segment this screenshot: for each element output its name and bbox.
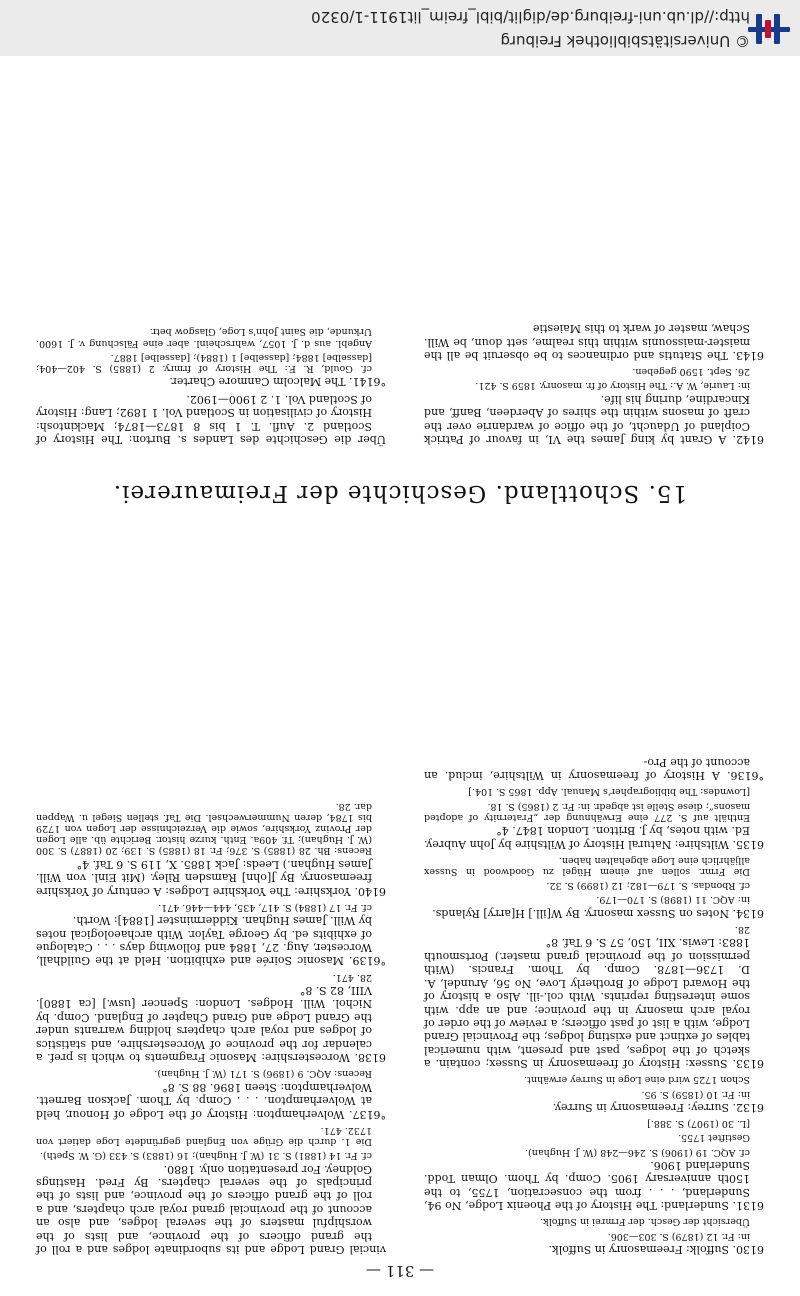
- entry-text: 6140. Yorkshire: The Yorkshire Lodges: A century of Yorkshire freemasonry. By J[ohn] Ramsden Riley. (Mit Einl. von Will. James Hughan.) Leeds: Jack 1885. X, 119 S. 6 Taf. 4°: [36, 857, 386, 898]
- bibliography-entry: [424, 1216, 764, 1256]
- entry-note: in: AQC. 11 (1898) S. 170—179.: [596, 894, 750, 906]
- entry-text: vincial Grand Lodge and its subordinate lodges and a roll of the grand officers of the province, and lists of the worshipful masters of the several lodges, and also an account of the provincial grand royal arch chapters, and a roll of the grand officers of the province, and lists of the principals of the several chapters. By Fred. Hastings Goldney. For presentation only. 1880.: [36, 1162, 386, 1256]
- entry-note: Die 1. durch die Grüge von England gegründete Loge datiert von 1732. 471.: [36, 1124, 372, 1147]
- entry-note: in: Fr. 10 (1859) S. 95.: [641, 1088, 750, 1100]
- bibliography-entry: [36, 902, 386, 968]
- column-left-upper: [424, 751, 764, 1256]
- entry-note: 28.: [734, 924, 750, 936]
- viewer-header-content: [0, 0, 800, 56]
- entry-text: °6136. A History of freemasonry in Wiltshire, includ. an account of the Pro-: [424, 755, 764, 783]
- entry-note: Recens: Bh. 28 (1885) S. 376; Fr. 18 (1885) S. 139; 20 (1887) S. 300 (W. J. Hughan); Tf. 409a. Enth. kurze histor. Berichte üb. alle Logen der Provinz Yorkshire, sowie die Verzeichnisse der Logen von 1729 bis 1784, deren Nummerwechsel. Die Taf. stellen Siegel u. Wappen dar. 28.: [36, 800, 372, 857]
- bibliography-entry: [424, 1118, 764, 1212]
- entry-text: 6138. Worcestershire: Masonic Fragments to which is pref. a calendar for the province of Worcestershire, and statistics of lodges and royal arch chapters holding warrants under the Grand Lodge and Grand Chapter of England. Comp. by Nichol. Will. Hodges. London: Spencer [usw.] [ca 1880]. VIII, 82 S. 8°: [36, 984, 386, 1065]
- bibliography-entry: [424, 924, 764, 1070]
- entry-text: °6141. The Malcolm Canmore Charter.: [169, 375, 386, 389]
- bibliography-entry: [424, 755, 764, 782]
- bibliography-entry: [36, 971, 386, 1064]
- entry-note: cf. Rbondas. S. 179—182; 12 (1899) S. 32.: [546, 880, 750, 892]
- entry-note: cf. Gould, R. F.: The History of frmry. 2 (1885) S. 402—404; [dasselbe] 1884; [dasselbe] 1 (1884); [dasselbe] 1887.: [36, 351, 372, 374]
- bibliography-entry: [36, 1125, 386, 1256]
- bibliography-entry: [424, 786, 764, 850]
- entry-note: Recens: AQC. 9 (1896) S. 171 (W. J. Hughan).: [154, 1068, 372, 1080]
- bibliography-entry: [424, 322, 764, 362]
- entry-note: Übersicht der Gesch. der Frmrei in Suffolk.: [540, 1216, 750, 1228]
- bibliography-entry: [424, 855, 764, 920]
- entry-note: cf. Fr. 14 (1881) S. 31 (W. J. Hughan); 16 (1883) S. 433 (G. W. Speth).: [39, 1150, 372, 1162]
- bibliography-entry: [36, 392, 386, 446]
- entry-note: 26. Sept. 1590 gegeben.: [632, 366, 750, 378]
- entry-note: cf. Fr. 17 (1884) S. 417, 435, 444—446. 471.: [158, 901, 372, 913]
- entry-text: 6130. Suffolk: Freemasonry in Suffolk.: [548, 1243, 764, 1256]
- entry-text: 6133. Sussex: History of freemasonry in Sussex; contain. a sketch of the lodges, past and present, with numerical tables of extinct and existing lodges; the Provincial Grand Lodge, with a list of past officers; a review of the order of royal arch masonry in the province; and an app. with some interesting reprints. With col.-ill. Also a history of the Howard Lodge of Brotherly Love, No 56, Arundel, A. D. 1736—1878. Comp. by Thom. Francis. (With permission of the provincial grand master.) Portsmouth 1883: Lewis. XII, 150, 57 S. 6 Taf. 8°: [424, 936, 764, 1071]
- copyright-notice: © Universitätsbibliothek Freiburg: [500, 32, 750, 50]
- entry-text: °6137. Wolverhampton: History of the Lodge of Honour, held at Wolverhampton. . . . Comp. by Thom. Jackson Barnett. Wolverhampton: Steen 1896. 88 S. 8°: [36, 1080, 386, 1121]
- permalink-url[interactable]: http://dl.ub.uni-freiburg.de/diglit/bibl_freim_lit1911-1/0320: [311, 8, 750, 26]
- entry-note: Angebl. aus d. J. 1057, wahrscheinl. aber eine Fälschung v. J. 1600. Urkunde, die Saint John's Loge, Glasgow betr.: [36, 326, 372, 349]
- entry-note: Enthält auf S. 277 eine Erwähnung der „Fraternity of adopted masons“; diese Stelle ist abgedr. in: Fr. 2 (1865) S. 18.: [424, 800, 750, 823]
- bibliography-entry: [36, 1068, 386, 1120]
- entry-text: °6139. Masonic Soirée and exhibition. Held at the Guildhall, Worcester, Aug. 27, 1884 and following days . . . Catalogue of exhibits ed. by George Taylor. With archaeological notes by Will. James Hughan. Kidderminster [1884]: Worth.: [36, 914, 386, 968]
- scanned-page: [0, 56, 800, 1296]
- column-left-lower: [424, 318, 764, 446]
- entry-note: Schon 1725 wird eine Loge in Surrey erwähnt.: [524, 1074, 750, 1086]
- entry-text: 6142. A Grant by king James the VI, in favour of Patrick Coipland of Udaucht, of the office of wardanrie over the craft of masons within the shires of Aberdeen, Banff, and Kincardine, during his life.: [424, 392, 764, 446]
- entry-note: in: Fr. 12 (1879) S. 303—306.: [607, 1230, 750, 1242]
- entry-note: Gestiftet 1755.: [678, 1132, 750, 1144]
- entry-note: Die Frmr. sollen auf einem Hügel zu Goodwood in Sussex alljährlich eine Loge abgehalten haben.: [424, 854, 750, 878]
- entry-note: in: Laurie, W. A.: The History of fr. masonry. 1859 S. 421.: [475, 380, 750, 392]
- entry-text: Über die Geschichte des Landes s. Burton: The History of Scotland 2. Aufl. T. 1 bis 8 1873—1874; Mackintosh: History of civilisation in Scotland Vol. 1 1892; Lang: History of Scotland Vol. 1. 2 1900—1902.: [36, 392, 386, 446]
- entry-text: 6135. Wiltshire: Natural History of Wiltshire by John Aubrey. Ed. with notes, by J. Britton. London 1847. 4°: [424, 824, 764, 851]
- entry-note: cf. AQC. 19 (1906) S. 246—248 (W. J. Hughan).: [525, 1146, 750, 1158]
- entry-text: 6131. Sunderland: The History of the Phoenix Lodge, No 94, Sunderland, . . . from the consecration, 1755, to the 150th anniversary 1905. Comp. by Thom. Olman Todd. Sunderland 1906.: [424, 1158, 764, 1213]
- page-number: — 311 —: [365, 1262, 435, 1280]
- column-right-upper: [36, 796, 386, 1256]
- entry-text: 6132. Surrey: Freemasonry in Surrey.: [552, 1100, 764, 1114]
- entry-note: 28. 471.: [332, 971, 372, 983]
- section-title: 15. Schottland. Geschichte der Freimaurerei.: [112, 480, 688, 506]
- entry-note: [Lowndes: The bibliographer's Manual. App. 1865 S. 104.]: [468, 786, 750, 798]
- bibliography-entry: [424, 1074, 764, 1114]
- entry-note: [L. 30 (1907) S. 388.]: [647, 1118, 750, 1130]
- scanned-page-rotated: [0, 56, 800, 1296]
- entry-text: 6134. Notes on Sussex masonry. By W[ill.] H[arry] Rylands.: [432, 906, 764, 920]
- entry-text: 6143. The Statutis and ordinances to be obseruit be all the maister-maissounis within this realme, sett doun, be Will. Schaw, master of wark to this Maiestie: [424, 322, 764, 362]
- viewer-header: [0, 0, 800, 56]
- bibliography-entry: [424, 366, 764, 446]
- bibliography-entry: [36, 326, 386, 388]
- column-right-lower: [36, 322, 386, 446]
- university-logo-icon[interactable]: [748, 12, 790, 44]
- bibliography-entry: [36, 800, 386, 897]
